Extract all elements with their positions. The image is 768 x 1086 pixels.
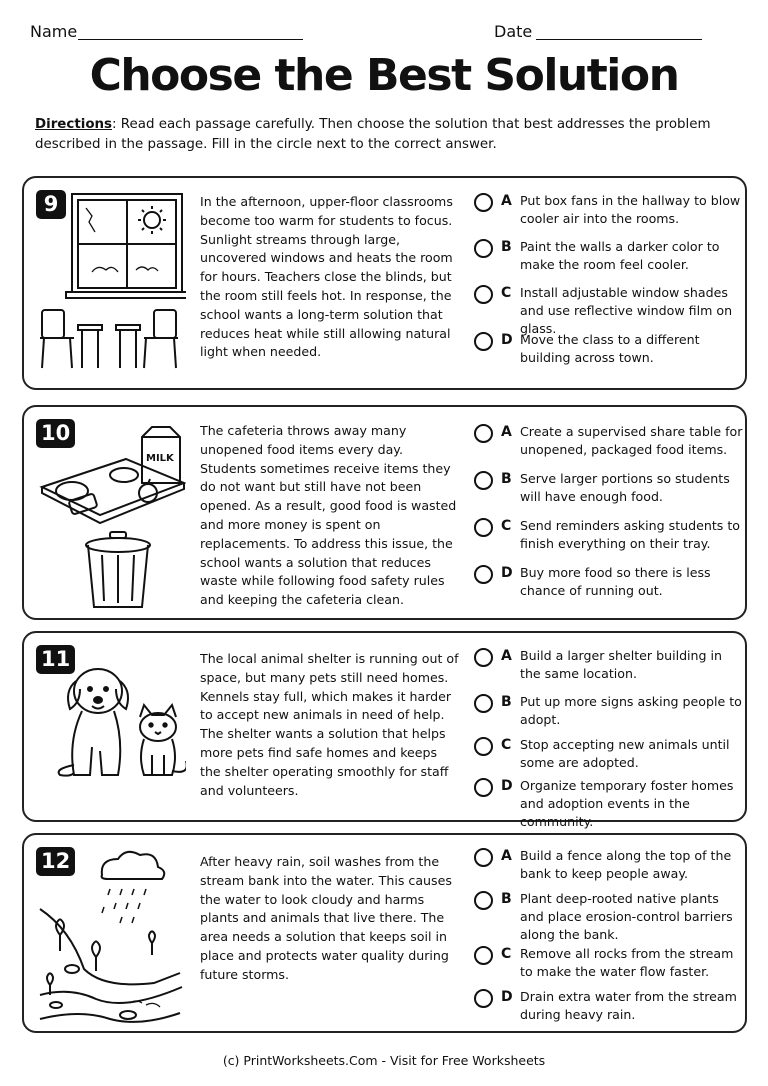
answer-bubble[interactable] — [474, 891, 493, 910]
option-text: Send reminders asking students to finish everything on their tray. — [520, 518, 741, 551]
option-text: Organize temporary foster homes and adoption events in the community. — [520, 778, 734, 829]
question-passage: The cafeteria throws away many unopened food items every day. Students sometimes receive items they do not want but still have not been opened. As a result, good food is wasted and more money is spent on replacements. To address this issue, the school wants a solution that reduces waste while following food safety rules and keeping the cafeteria clean. — [200, 423, 457, 608]
option-text: Put box fans in the hallway to blow cooler air into the rooms. — [520, 193, 741, 226]
question-number: 12 — [36, 847, 75, 876]
answer-bubble[interactable] — [474, 193, 493, 212]
answer-bubble[interactable] — [474, 778, 493, 797]
answer-bubble[interactable] — [474, 848, 493, 867]
option-letter: A — [501, 193, 512, 209]
option-letter: D — [501, 778, 513, 794]
question-card-11 — [22, 631, 747, 829]
question-card-9 — [22, 176, 747, 390]
option-text: Stop accepting new animals until some are adopted. — [520, 737, 730, 770]
option-text: Put up more signs asking people to adopt. — [520, 694, 742, 727]
name-field[interactable] — [78, 39, 303, 40]
option-text: Create a supervised share table for unopened, packaged food items. — [520, 424, 743, 457]
answer-bubble[interactable] — [474, 332, 493, 351]
option-letter: B — [501, 239, 512, 255]
answer-bubble[interactable] — [474, 648, 493, 667]
answer-bubble[interactable] — [474, 285, 493, 304]
answer-bubble[interactable] — [474, 518, 493, 537]
header-row — [30, 22, 738, 44]
option-text: Move the class to a different building across town. — [520, 332, 700, 365]
answer-bubble[interactable] — [474, 239, 493, 258]
option-text: Build a larger shelter building in the same location. — [520, 648, 723, 681]
directions-text: : Read each passage carefully. Then choose the solution that best addresses the problem described in the passage. Fill in the circle next to the correct answer. — [35, 117, 711, 152]
option-text: Plant deep-rooted native plants and place erosion-control barriers along the bank. — [520, 891, 733, 942]
option-letter: D — [501, 565, 513, 581]
question-number: 9 — [36, 190, 66, 219]
option-text: Paint the walls a darker color to make the room feel cooler. — [520, 239, 720, 272]
option-text: Install adjustable window shades and use reflective window film on glass. — [520, 285, 733, 336]
question-passage: The local animal shelter is running out of space, but many pets still need homes. Kennels stay full, which makes it harder to accept new animals in need of help. The shelter wants a solution that helps more pets find safe homes and keeps the shelter operating smoothly for staff and volunteers. — [200, 651, 459, 798]
answer-bubble[interactable] — [474, 737, 493, 756]
page-title: Choose the Best Solution — [89, 50, 679, 101]
question-passage: After heavy rain, soil washes from the stream bank into the water. This causes the water to look cloudy and harms plants and animals that live there. The area needs a solution that keeps soil in place and protects water quality during future storms. — [200, 854, 452, 982]
option-letter: A — [501, 424, 512, 440]
directions-label: Directions — [35, 117, 113, 132]
option-letter: B — [501, 471, 512, 487]
option-letter: C — [501, 518, 512, 534]
footer-credit: (c) PrintWorksheets.Com - Visit for Free Worksheets — [222, 1053, 546, 1068]
option-letter: D — [501, 332, 513, 348]
option-letter: B — [501, 891, 512, 907]
milk-label: MILK — [146, 453, 174, 464]
question-passage: In the afternoon, upper-floor classrooms become too warm for students to focus. Sunlight streams through large, uncovered windows and heats the room for hours. Teachers close the blinds, but the room still feels hot. In response, the school wants a long-term solution that reduces heat while still allowing natural light when needed. — [200, 194, 453, 360]
option-letter: B — [501, 694, 512, 710]
question-number: 11 — [36, 645, 75, 674]
answer-bubble[interactable] — [474, 694, 493, 713]
answer-bubble[interactable] — [474, 946, 493, 965]
answer-bubble[interactable] — [474, 565, 493, 584]
date-field[interactable] — [536, 39, 702, 40]
option-letter: D — [501, 989, 513, 1005]
name-label: Name — [30, 22, 78, 41]
question-number: 10 — [36, 419, 75, 448]
option-letter: C — [501, 737, 512, 753]
option-text: Build a fence along the top of the bank to keep people away. — [520, 848, 732, 881]
option-text: Drain extra water from the stream during heavy rain. — [520, 989, 737, 1022]
option-text: Serve larger portions so students will have enough food. — [520, 471, 730, 504]
option-letter: C — [501, 285, 512, 301]
option-text: Buy more food so there is less chance of running out. — [520, 565, 711, 598]
question-card-10 — [22, 405, 747, 620]
option-letter: C — [501, 946, 512, 962]
question-card-12 — [22, 833, 747, 1033]
option-letter: A — [501, 848, 512, 864]
answer-bubble[interactable] — [474, 471, 493, 490]
directions — [35, 115, 735, 155]
date-label: Date — [494, 22, 533, 41]
answer-bubble[interactable] — [474, 424, 493, 443]
option-letter: A — [501, 648, 512, 664]
option-text: Remove all rocks from the stream to make the water flow faster. — [520, 946, 734, 979]
answer-bubble[interactable] — [474, 989, 493, 1008]
